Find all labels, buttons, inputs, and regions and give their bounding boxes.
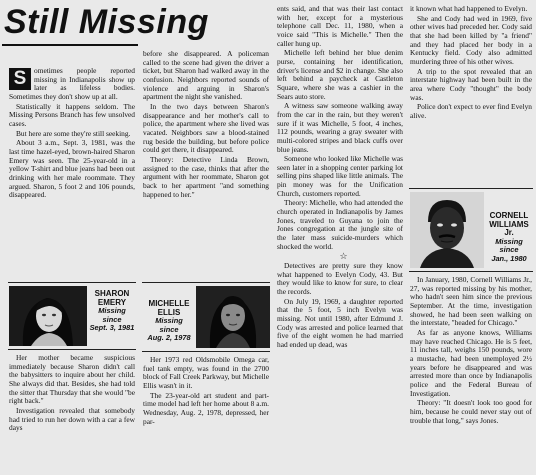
col1-intro: ometimes people reported missing in Indianapolis show up later as lifeless bodies. Sometimes they don't show up at all. — [9, 67, 135, 101]
col4-paragraph: A trip to the spot revealed that an interstate highway had been built in the area where Cody "thought" the body was. — [410, 66, 532, 102]
col4-paragraph: Theory: "It doesn't look too good for him, because he could never stay out of trouble that long," says Jones. — [410, 398, 532, 425]
caption-name: SHARON — [94, 289, 130, 298]
col2-paragraph: Her 1973 red Oldsmobile Omega car, fuel tank empty, was found in the 2700 block of Fall Creek Parkway, but Michelle Ellis wasn't in it. — [143, 356, 269, 390]
column-2-lower — [143, 356, 269, 474]
caption-date: Sept. 3, 1981 — [89, 323, 135, 333]
col1-paragraph: But here are some they're still seeking. — [16, 128, 131, 138]
photo-rule — [409, 188, 533, 189]
photo-rule — [8, 282, 136, 283]
sharon-emery-caption — [88, 290, 136, 333]
michelle-ellis-caption — [143, 300, 195, 343]
col3-paragraph: A witness saw someone walking away from the car in the rain, but they weren't sure if it was Michelle, 5 foot, 4 inches, 112 pounds, wearing a gray sweater with multi-colored stripes and black cuffs over blue jeans. — [277, 101, 403, 154]
column-3 — [277, 5, 403, 474]
caption-since: since — [499, 245, 519, 255]
caption-date: Aug. 2, 1978 — [147, 333, 191, 343]
column-2 — [143, 50, 269, 278]
col4-paragraph: it known what had happened to Evelyn. — [410, 5, 528, 13]
caption-date: Jan., 1980 — [491, 253, 527, 263]
caption-name: EMERY — [97, 297, 127, 307]
caption-status: Missing — [98, 306, 126, 316]
column-1-lower — [9, 354, 135, 474]
col4-paragraph: In January, 1980, Cornell Williams Jr., 27, was reported missing by his mother, who hadn't seen him since the previous September. At the time, investigation showed, he had been seen walking on the interstate, "headed for Chicago." — [410, 276, 532, 328]
col3-paragraph: Someone who looked like Michelle was seen later in a shopping center parking lot selling pins shaped like little animals. The pin money was for the Unification Church, customers reported. — [277, 154, 403, 198]
col2-paragraph: In the two days between Sharon's disappearance and her mother's call to police, the apartment where she lived was vacated. Neighbors saw a blood-stained rug beside the building, but before police could get there, it disappeared. — [143, 101, 269, 155]
col4-paragraph: She and Cody had wed in 1969, five other wives had preceded her. Cody said that she had been killed by "a friend" and they had placed her body in a Kentucky field. Cody also admitted murdering three of his other wives. — [410, 13, 532, 66]
col2-paragraph: Theory: Detective Linda Brown, assigned to the case, thinks that after the argument with her roommate, Sharon got back to her apartment "and something happened to her." — [143, 154, 269, 199]
caption-name: MICHELLE — [148, 299, 190, 308]
caption-name: Jr. — [504, 228, 514, 238]
cornell-williams-photo — [410, 192, 484, 268]
photo-rule — [142, 282, 270, 283]
caption-since: since — [159, 324, 179, 334]
caption-name: CORNELL — [489, 211, 529, 220]
caption-status: Missing — [495, 236, 523, 246]
column-4-lower — [410, 276, 532, 474]
caption-since: since — [102, 314, 122, 324]
col3-paragraph: Detectives are pretty sure they know what happened to Evelyn Cody, 43. But they would like to know for sure, to clear the records. — [277, 261, 403, 296]
caption-name: WILLIAMS — [489, 219, 529, 229]
col4-paragraph: As far as anyone knows, Williams may have reached Chicago. He is 5 feet, 11 inches tall, weighs 150 pounds, wore a mustache, had been unemployed 2½ years before he disappeared and was arrested more than once by Indianapolis police and the Federal Bureau of Investigation. — [410, 327, 532, 398]
caption-status: Missing — [155, 316, 183, 326]
col1-paragraph: Her mother became suspicious immediately because Sharon didn't call the babysitters to inquire about her child. She always did that. Besides, she had told the sitter that Thursday that she would "be right back." — [9, 354, 135, 406]
photo-rule — [142, 351, 270, 352]
col3-paragraph: ents said, and that was their last contact with her, except for a mysterious telephone call Dec. 11, 1980, when a voice said "This is Michelle." Then the caller hung up. — [277, 5, 403, 48]
michelle-ellis-photo — [196, 286, 270, 348]
col3-paragraph: On July 19, 1969, a daughter reported that the 5 foot, 5 inch Evelyn was missing. Not until 1980, after Edmund J. Cody was arrested and police learned that five of the eight women he had married had ended up dead, was — [277, 296, 403, 349]
col2-paragraph: before she disappeared. A policeman called to the scene had given the driver a ticket, but Sharon had walked away in the confusion. Neighbors reported sounds of violence and arguing in Sharon's apartment the night she vanished. — [143, 50, 269, 102]
col1-paragraph: Statistically it happens seldom. The Missing Persons Branch has few unsolved cases. — [9, 101, 135, 128]
headline-rule — [2, 44, 138, 46]
col3-paragraph: Theory: Michelle, who had attended the church operated in Indianapolis by James Jones, traveled to Guyana to join the Jones congregation at the jungle site of the later mass suicide-murders which shocked the world. — [277, 198, 403, 251]
headline: Still Missing — [4, 3, 209, 41]
section-divider-icon: ☆ — [339, 251, 348, 262]
cornell-williams-caption — [485, 212, 533, 264]
column-1 — [9, 67, 135, 277]
photo-rule — [8, 349, 136, 350]
col2-paragraph: The 23-year-old art student and part-time model had left her home about 8 a.m. Wednesday, Aug. 2, 1978, depressed, her par- — [143, 390, 269, 426]
sharon-emery-photo — [9, 286, 87, 346]
caption-name: ELLIS — [157, 307, 181, 317]
col3-paragraph: Michelle left behind her blue denim purse, containing her identification, driver's license and $2 in change. She also left behind a paycheck at Castleton Square, where she was a cashier in the Sears auto store. — [277, 48, 403, 101]
column-4 — [410, 5, 532, 185]
drop-cap: S — [9, 68, 31, 90]
col1-paragraph: Investigation revealed that somebody had tried to run her down with a car a few days — [9, 405, 135, 433]
col4-paragraph: Police don't expect to ever find Evelyn alive. — [410, 102, 532, 120]
photo-rule — [409, 271, 533, 272]
col1-paragraph: About 3 a.m., Sept. 3, 1981, was the last time hazel-eyed, brown-haired Sharon Emery was seen. The 25-year-old in a yellow T-shirt and blue jeans had been out drinking with her male roommate. They argued. Sharon, 5 foot 2 and 106 pounds, disappeared. — [9, 138, 135, 200]
